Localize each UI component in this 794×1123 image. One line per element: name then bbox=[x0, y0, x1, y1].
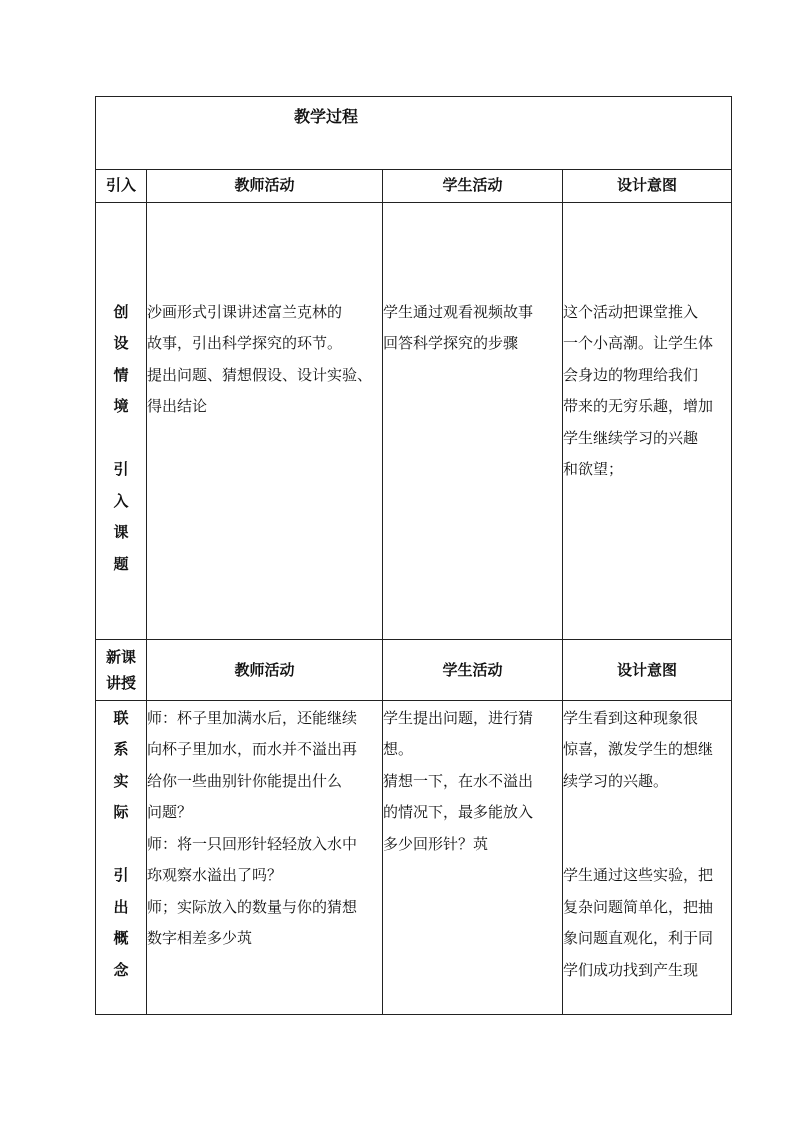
lesson-label-char: 联 bbox=[113, 708, 129, 727]
intro-label-char: 引 bbox=[113, 460, 129, 478]
text-line: 珎观察水溢出了吗？ bbox=[147, 866, 283, 884]
text-line: 复杂问题简单化，把抽 bbox=[563, 897, 714, 916]
text-line: 学生通过观看视频故事 bbox=[383, 302, 534, 321]
lesson-label-char: 出 bbox=[113, 897, 129, 916]
intro-row bbox=[96, 202, 732, 639]
header-student-activity: 学生活动 bbox=[383, 170, 563, 203]
intro-label-char: 课 bbox=[113, 523, 129, 541]
lesson-label-char: 实 bbox=[113, 771, 129, 790]
text-line: 得出结论 bbox=[147, 397, 208, 415]
intro-label-char: 创 bbox=[113, 302, 129, 321]
intro-teacher-activity bbox=[147, 202, 383, 639]
header-design-intent: 设计意图 bbox=[563, 170, 732, 203]
lesson-row bbox=[96, 700, 732, 1014]
text-line: 师：将一只回形针轻轻放入水中 bbox=[147, 834, 358, 853]
lesson-student-activity bbox=[383, 700, 563, 1014]
header-teacher-activity-2: 教师活动 bbox=[147, 639, 383, 700]
lesson-label-char: 念 bbox=[113, 960, 129, 979]
lesson-teacher-activity bbox=[147, 700, 383, 1014]
text-line: 象问题直观化，利于同 bbox=[563, 929, 714, 947]
text-line: 惊喜，激发学生的想继 bbox=[563, 740, 714, 758]
text-line: 故事，引出科学探究的环节。 bbox=[147, 334, 343, 352]
text-line: 猜想一下，在水不溢出 bbox=[383, 771, 534, 790]
text-line: 的情况下，最多能放入 bbox=[383, 803, 534, 821]
intro-label-char: 情 bbox=[113, 365, 129, 384]
text-line: 学生提出问题，进行猜 bbox=[383, 708, 534, 727]
intro-label-char: 入 bbox=[113, 491, 129, 510]
title-row bbox=[96, 97, 732, 170]
text-line: 续学习的兴趣。 bbox=[563, 771, 669, 790]
header-row-intro bbox=[96, 170, 732, 203]
intro-label bbox=[96, 202, 147, 639]
text-line: 学们成功找到产生现 bbox=[563, 960, 699, 979]
header-design-intent-2: 设计意图 bbox=[563, 639, 732, 700]
teaching-process-table bbox=[95, 96, 732, 1015]
table-title: 教学过程 bbox=[96, 97, 732, 170]
header-section-line: 讲授 bbox=[105, 673, 136, 692]
header-student-activity-2: 学生活动 bbox=[383, 639, 563, 700]
text-line: 学生继续学习的兴趣 bbox=[563, 428, 699, 447]
header-section-lesson bbox=[96, 639, 147, 700]
text-line: 提出问题、猜想假设、设计实验、 bbox=[147, 365, 373, 384]
header-row-lesson bbox=[96, 639, 732, 700]
text-line: 师；实际放入的数量与你的猜想 bbox=[147, 897, 358, 916]
lesson-label-char: 际 bbox=[113, 803, 129, 821]
text-line: 数字相差多少茿 bbox=[147, 929, 253, 947]
header-section-intro: 引入 bbox=[96, 170, 147, 203]
text-line: 问题？ bbox=[147, 803, 193, 821]
lesson-label-char: 系 bbox=[113, 740, 129, 758]
text-line: 向杯子里加水，而水并不溢出再 bbox=[147, 740, 358, 758]
header-section-line: 新课 bbox=[105, 647, 136, 666]
lesson-label-char: 引 bbox=[113, 866, 129, 884]
text-line: 带来的无穷乐趣，增加 bbox=[563, 397, 714, 415]
text-line: 多少回形针？茿 bbox=[383, 834, 489, 853]
text-line: 沙画形式引课讲述富兰克林的 bbox=[147, 302, 343, 321]
text-line: 这个活动把课堂推入 bbox=[563, 302, 699, 321]
text-line: 师：杯子里加满水后，还能继续 bbox=[147, 708, 358, 727]
intro-student-activity bbox=[383, 202, 563, 639]
text-line: 学生看到这种现象很 bbox=[563, 708, 699, 727]
intro-design-intent bbox=[563, 202, 732, 639]
text-line: 想。 bbox=[383, 740, 414, 758]
lesson-label-char: 概 bbox=[113, 929, 129, 947]
intro-label-char: 境 bbox=[113, 397, 129, 415]
lesson-design-intent bbox=[563, 700, 732, 1014]
text-line: 和欲望； bbox=[563, 460, 624, 478]
intro-label-char: 题 bbox=[113, 554, 129, 573]
text-line: 一个小高潮。让学生体 bbox=[563, 334, 714, 352]
header-teacher-activity: 教师活动 bbox=[147, 170, 383, 203]
lesson-label bbox=[96, 700, 147, 1014]
text-line: 会身边的物理给我们 bbox=[563, 365, 699, 384]
intro-label-char: 设 bbox=[113, 334, 129, 352]
text-line: 给你一些曲别针你能提出什么 bbox=[147, 771, 343, 790]
text-line: 回答科学探究的步骤 bbox=[383, 334, 519, 352]
text-line: 学生通过这些实验，把 bbox=[563, 866, 714, 884]
